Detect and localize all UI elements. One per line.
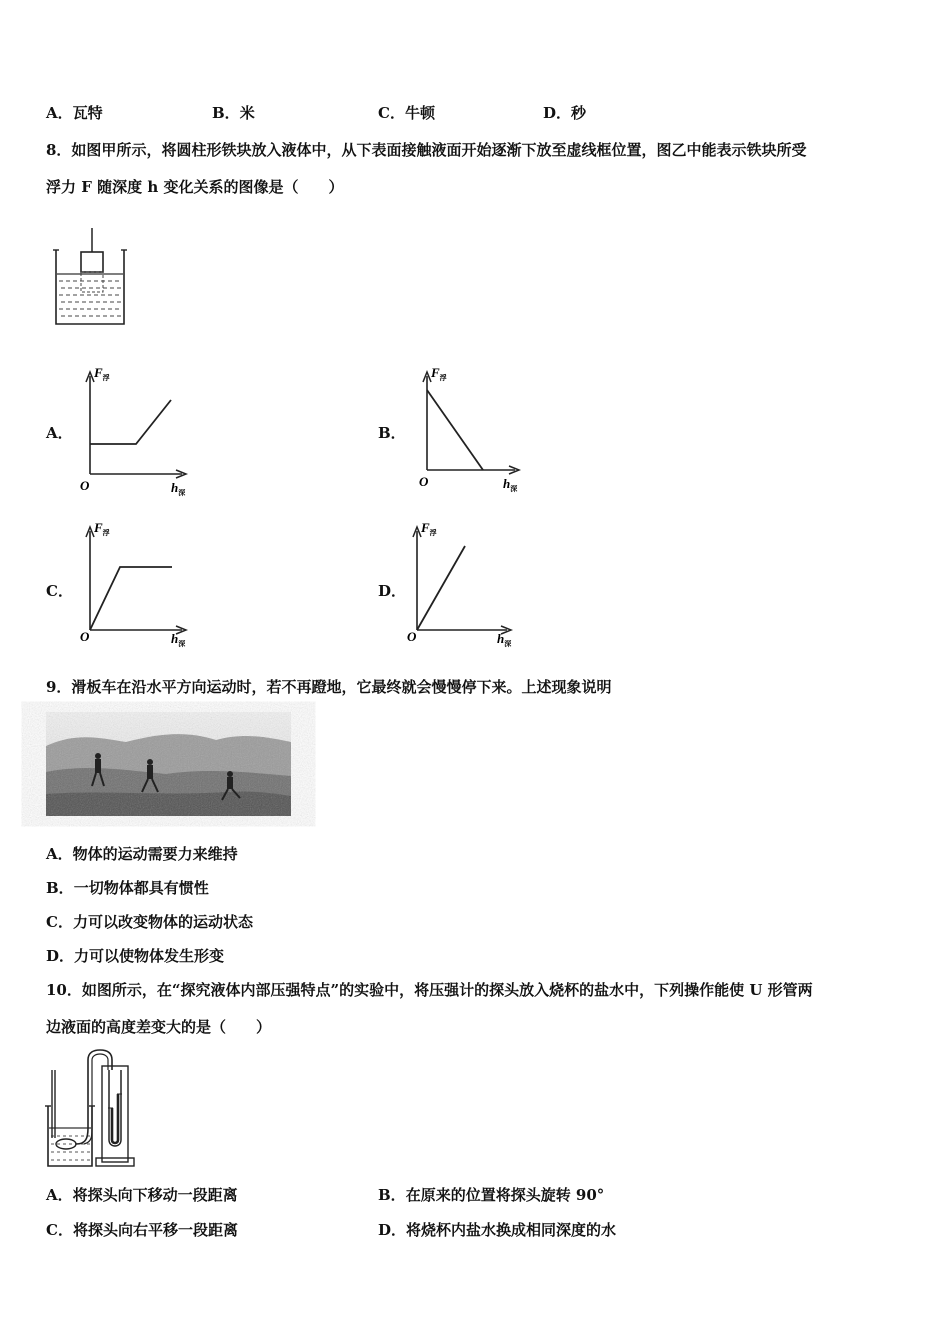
scooter-photo (46, 712, 291, 816)
x-axis-label: $h_深$ (171, 480, 186, 497)
origin-label: O (419, 474, 429, 489)
q9-stem: 9．滑板车在沿水平方向运动时，若不再蹬地，它最终就会慢慢停下来。上述现象说明 (46, 678, 612, 696)
q7-option-c[interactable]: C．牛顿 (378, 104, 435, 122)
y-axis-label: $F_浮$ (421, 520, 437, 537)
q8-graph-b[interactable] (415, 362, 530, 497)
q7-option-d[interactable]: D．秒 (543, 104, 587, 122)
q7-option-a[interactable]: A．瓦特 (46, 104, 103, 122)
origin-label: O (407, 629, 417, 644)
q10-option-b[interactable]: B．在原来的位置将探头旋转 90° (378, 1186, 605, 1204)
q8-option-d-label[interactable]: D． (378, 582, 407, 600)
graph-line (417, 546, 465, 630)
y-axis-label: $F_浮$ (94, 365, 110, 382)
q10-stem-line1: 10．如图所示，在“探究液体内部压强特点”的实验中，将压强计的探头放入烧杯的盐水中，下列操作能使 U 形管两 (46, 981, 813, 999)
q9-option-b[interactable]: B．一切物体都具有惯性 (46, 879, 209, 897)
q10-stem-line2: 边液面的高度差变大的是（ ） (46, 1018, 272, 1036)
q10-option-c[interactable]: C．将探头向右平移一段距离 (46, 1221, 238, 1239)
q8-option-a-label[interactable]: A． (46, 424, 73, 442)
q8-stem-line2: 浮力 F 随深度 h 变化关系的图像是（ ） (46, 178, 344, 196)
q9-option-a[interactable]: A．物体的运动需要力来维持 (46, 845, 238, 863)
q8-graph-c[interactable] (78, 515, 193, 650)
x-axis-label: $h_深$ (503, 476, 518, 493)
q10-option-d[interactable]: D．将烧杯内盐水换成相同深度的水 (378, 1221, 617, 1239)
x-axis-label: $h_深$ (171, 631, 186, 648)
y-axis-label: $F_浮$ (94, 520, 110, 537)
beaker-iron-block-figure (50, 228, 130, 328)
q9-option-c[interactable]: C．力可以改变物体的运动状态 (46, 913, 253, 931)
q8-option-c-label[interactable]: C． (46, 582, 73, 600)
graph-line (90, 567, 172, 630)
origin-label: O (80, 478, 90, 493)
x-axis-label: $h_深$ (497, 631, 512, 648)
q8-graph-a[interactable] (78, 362, 193, 497)
q8-graph-d[interactable] (405, 515, 520, 650)
y-axis-label: $F_浮$ (431, 365, 447, 382)
q9-option-d[interactable]: D．力可以使物体发生形变 (46, 947, 225, 965)
origin-label: O (80, 629, 90, 644)
graph-line (427, 390, 483, 470)
graph-line (90, 400, 171, 444)
pressure-gauge-figure (42, 1048, 152, 1170)
q8-stem-line1: 8．如图甲所示，将圆柱形铁块放入液体中，从下表面接触液面开始逐渐下放至虚线框位置，图乙中能表示铁块所受 (46, 141, 807, 159)
q10-option-a[interactable]: A．将探头向下移动一段距离 (46, 1186, 238, 1204)
q8-option-b-label[interactable]: B． (378, 424, 406, 442)
q7-option-b[interactable]: B．米 (212, 104, 255, 122)
